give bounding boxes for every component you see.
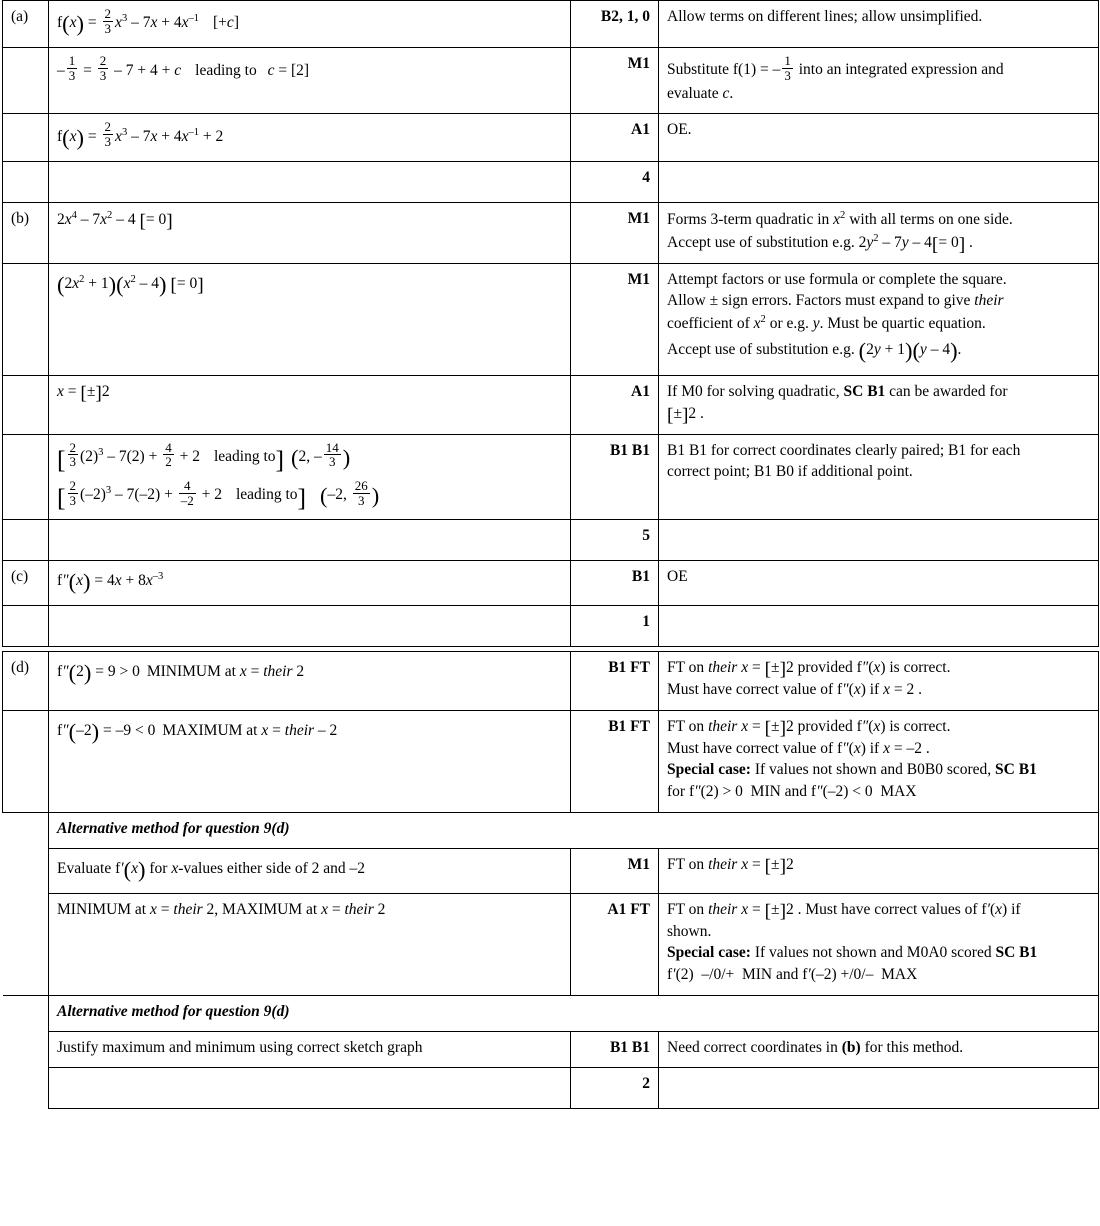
working-cell: – $\frac{1}{3}$ = $\frac{2}{3}$ – 7 + 4 + c leading to c = [2] [49,48,571,114]
guidance-line: FT on their x = [±]2 provided f″(x) is correct. [667,659,951,681]
guidance-cell [659,114,1099,161]
table-row [3,848,1099,893]
working-cell [49,161,571,202]
row-label [3,813,49,849]
guidance-cell [659,848,1099,893]
alt-method-header: Alternative method for question 9(d) [49,813,1099,849]
mark-cell: A1 [571,376,659,435]
table-row-total [3,520,1099,561]
guidance-line: Accept use of substitution e.g. $2y^2 - 7y - 4[= 0]$ . [667,232,973,255]
working-cell: $f''(x) = 4x + 8x^{-3}$ [49,561,571,606]
row-label: (a) [3,1,49,48]
row-label [3,48,49,114]
mark-cell: B1 B1 [571,1031,659,1068]
guidance-line: Must have correct value of f″(x) if x = 2 . [667,681,922,699]
guidance-cell [659,893,1099,995]
table-row-total [3,161,1099,202]
guidance-cell [659,1031,1099,1068]
working-cell [49,520,571,561]
row-label [3,114,49,161]
guidance-line: for f″(2) > 0 MIN and f″(–2) < 0 MAX [667,783,917,801]
mark-cell: B1 FT [571,652,659,711]
row-label [3,606,49,647]
mark-cell: A1 FT [571,893,659,995]
working-line: [ $\frac{2}{3}$ $(2)^3 - 7(2)$ + $\frac{4}{2}$ + 2 leading to] (2, – $\frac{14}{3}$ ) [57,439,351,474]
working-cell: Evaluate f′(x) for x-values either side of 2 and –2 [49,848,571,893]
guidance-line: Forms 3-term quadratic in $x^2$ with all terms on one side. [667,209,1013,228]
row-label [3,161,49,202]
mark-cell: M1 [571,202,659,263]
guidance-line: Need correct coordinates in (b) for this method. [667,1038,964,1056]
guidance-line: Attempt factors or use formula or complete the square. [667,270,1007,288]
guidance-cell [659,161,1099,202]
guidance-cell [659,1068,1099,1109]
table-row [3,114,1099,161]
table-row-total [3,606,1099,647]
mark-cell: M1 [571,263,659,376]
row-label [3,263,49,376]
guidance-line: OE. [667,121,692,139]
working-cell [49,606,571,647]
guidance-cell [659,606,1099,647]
alt-method-header-row [3,813,1099,849]
guidance-line: Substitute f(1) = – $\frac{1}{3}$ into an integrated expression and [667,53,1004,83]
table-row [3,263,1099,376]
guidance-line: Allow ± sign errors. Factors must expand to give their [667,292,1004,310]
mark-cell: M1 [571,48,659,114]
table-row [3,561,1099,606]
row-label: (c) [3,561,49,606]
mark-cell: 5 [571,520,659,561]
mark-cell: B1 FT [571,710,659,812]
row-label: (b) [3,202,49,263]
guidance-line: shown. [667,922,712,940]
row-label [3,710,49,812]
working-cell: x = [±]2 [49,376,571,435]
guidance-line: B1 B1 for correct coordinates clearly paired; B1 for each [667,441,1021,459]
table-row [3,376,1099,435]
guidance-cell [659,1,1099,48]
guidance-cell [659,710,1099,812]
row-label [3,1068,49,1109]
row-label [3,995,49,1031]
mark-cell: A1 [571,114,659,161]
mark-cell: 2 [571,1068,659,1109]
guidance-cell [659,376,1099,435]
guidance-line: OE [667,568,688,586]
table-row [3,1,1099,48]
guidance-line: Must have correct value of f″(x) if x = –2 . [667,739,930,757]
guidance-line: Special case: If values not shown and M0A0 scored SC B1 [667,944,1038,962]
guidance-line: Allow terms on different lines; allow unsimplified. [667,8,983,25]
working-cell: f(x) = $\frac{2}{3}$ $x^3 - 7x + 4x^{-1}$ [+c] [49,1,571,48]
row-label [3,893,49,995]
mark-cell: M1 [571,848,659,893]
mark-cell: 1 [571,606,659,647]
working-line: [ $\frac{2}{3}$ $(-2)^3 - 7(-2)$ + $\frac{4}{-2}$ + 2 leading to] (–2, $\frac{26}{3}$ ) [57,477,380,512]
guidance-line: Special case: If values not shown and B0B0 scored, SC B1 [667,761,1037,779]
guidance-line: FT on their x = [±]2 provided f″(x) is correct. [667,717,951,740]
table-row [3,202,1099,263]
row-label [3,848,49,893]
working-cell: MINIMUM at x = their 2, MAXIMUM at x = their 2 [49,893,571,995]
guidance-line: f′(2) –/0/+ MIN and f′(–2) +/0/– MAX [667,966,918,984]
working-cell: Justify maximum and minimum using correct sketch graph [49,1031,571,1068]
mark-cell: 4 [571,161,659,202]
table-row [3,1031,1099,1068]
mark-cell: B2, 1, 0 [571,1,659,48]
guidance-cell [659,48,1099,114]
table-row [3,48,1099,114]
row-label [3,1031,49,1068]
table-row [3,434,1099,520]
guidance-cell [659,434,1099,520]
guidance-cell [659,202,1099,263]
guidance-cell [659,652,1099,711]
guidance-line: If M0 for solving quadratic, SC B1 can be awarded for [667,383,1008,401]
guidance-line: correct point; B1 B0 if additional point. [667,463,913,481]
row-label [3,520,49,561]
table-row-total [3,1068,1099,1109]
guidance-line: coefficient of $x^2$ or e.g. y. Must be quartic equation. [667,314,986,333]
guidance-cell [659,263,1099,376]
working-cell: $(2x^2 + 1)(x^2 - 4)$ [= 0] [49,263,571,376]
guidance-line: [±]2 . [667,404,704,426]
guidance-line: FT on their x = [±]2 [667,855,794,877]
working-cell: f″(2) = 9 > 0 MINIMUM at x = their 2 [49,652,571,711]
guidance-line: evaluate c. [667,84,734,102]
table-row [3,652,1099,711]
table-row [3,893,1099,995]
alt-method-header: Alternative method for question 9(d) [49,995,1099,1031]
guidance-line: Accept use of substitution e.g. (2y + 1)(y – 4). [667,338,962,364]
guidance-cell [659,520,1099,561]
guidance-line: FT on their x = [±]2 . Must have correct values of f′(x) if [667,900,1021,922]
working-cell: $2x^4 - 7x^2 - 4$ [= 0] [49,202,571,263]
row-label: (d) [3,652,49,711]
mark-cell: B1 B1 [571,434,659,520]
row-label [3,376,49,435]
row-label [3,434,49,520]
guidance-cell [659,561,1099,606]
working-cell: f(x) = $\frac{2}{3}$ $x^3 - 7x + 4x^{-1} + 2$ [49,114,571,161]
table-row [3,710,1099,812]
mark-cell: B1 [571,561,659,606]
working-cell: f″(–2) = –9 < 0 MAXIMUM at x = their – 2 [49,710,571,812]
mark-scheme-table [2,0,1099,1109]
alt-method-header-row [3,995,1099,1031]
working-cell [49,1068,571,1109]
working-cell [49,434,571,520]
